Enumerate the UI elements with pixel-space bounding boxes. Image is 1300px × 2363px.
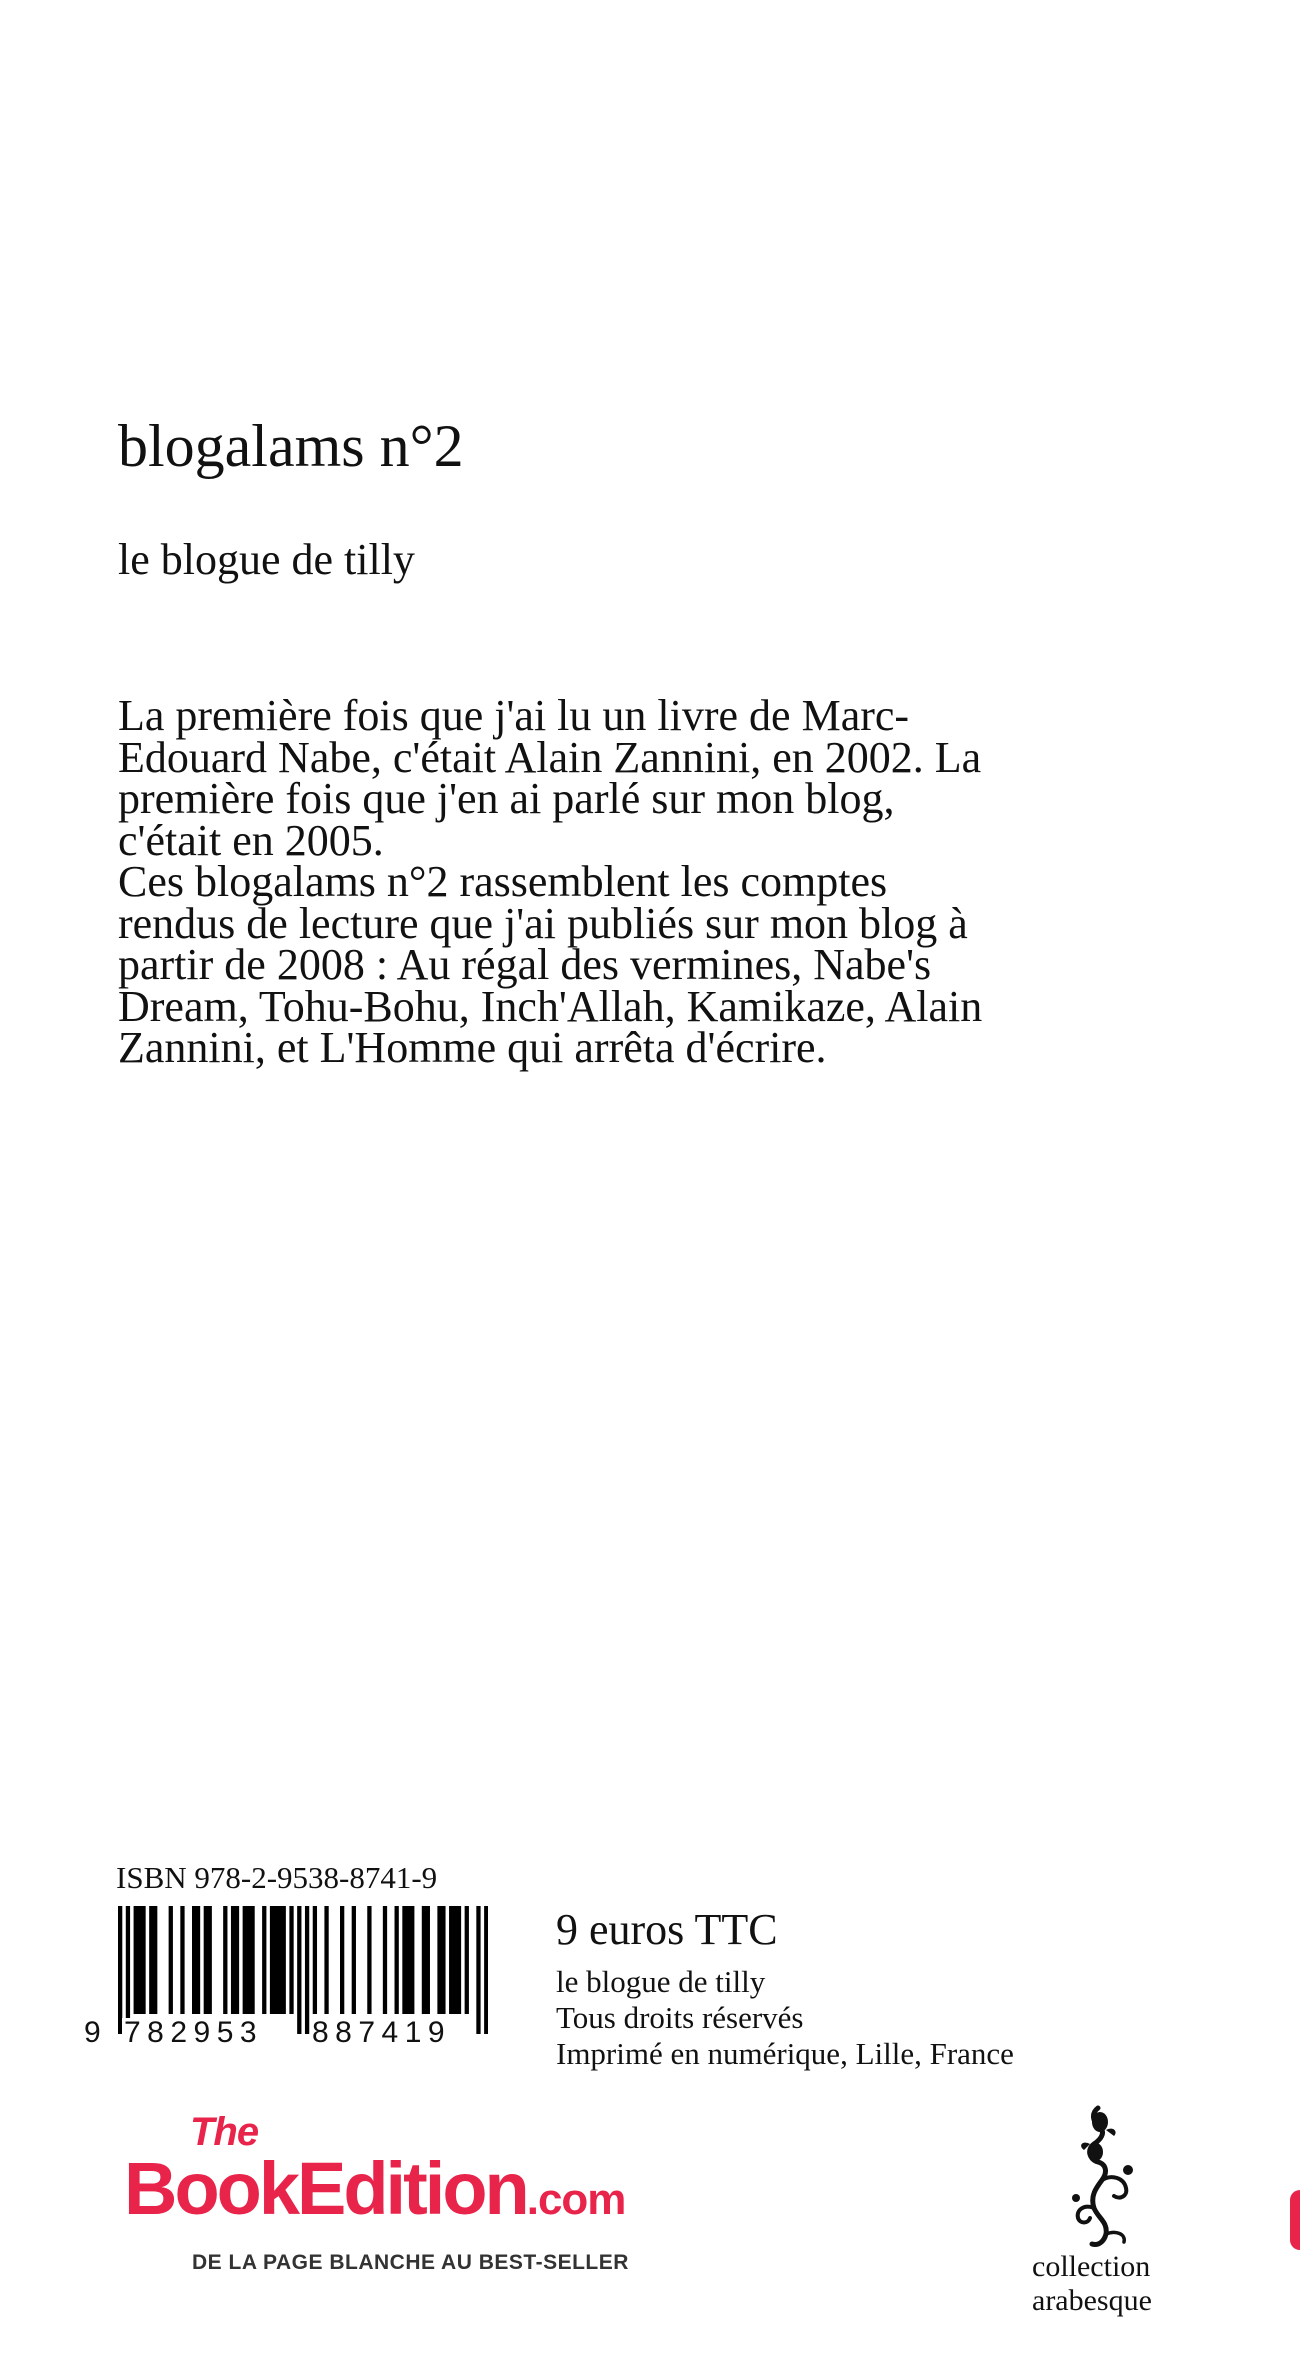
isbn-label: ISBN 978-2-9538-8741-9 [116, 1860, 438, 1895]
barcode-bar [410, 1906, 414, 2014]
barcode-bar [402, 1906, 406, 2014]
barcode-bar [243, 1906, 247, 2014]
barcode-bar [153, 1906, 157, 2014]
barcode-digits-left: 782953 [124, 2016, 264, 2049]
barcode-bar [247, 1906, 251, 2014]
barcode-bar [426, 1906, 430, 2014]
barcode-bar [313, 1906, 317, 2014]
book-title: blogalams n°2 [118, 413, 464, 479]
barcode-bar [196, 1906, 200, 2014]
arabesque-label: arabesque [1032, 2284, 1152, 2317]
barcode-bar [137, 1906, 141, 2014]
barcode-bar [169, 1906, 173, 2014]
imprint-block [556, 1905, 1014, 2072]
barcode-bar [453, 1906, 457, 2014]
barcode-bar [278, 1906, 282, 2014]
blurb-paragraph-1: La première fois que j'ai lu un livre de Marc-Edouard Nabe, c'était Alain Zannini, en 2002. La première fois que j'en ai parlé sur mon blog, c'était en 2005. [118, 691, 982, 865]
barcode-bar [383, 1906, 387, 2014]
price: 9 euros TTC [556, 1905, 778, 1954]
bookedition-tagline: DE LA PAGE BLANCHE AU BEST-SELLER [192, 2251, 629, 2274]
edge-mark [1290, 2190, 1300, 2250]
barcode-bar [208, 1906, 212, 2014]
bookedition-logo-the: The [190, 2110, 259, 2154]
barcode-bar [192, 1906, 196, 2014]
bookedition-logo [120, 2112, 720, 2292]
barcode-bar [141, 1906, 145, 2014]
barcode-bar [262, 1906, 266, 2014]
barcode-bar [352, 1906, 356, 2014]
bookedition-logo-name: BookEdition [124, 2147, 527, 2230]
barcode-bar [437, 1906, 441, 2014]
printed-line: Imprimé en numérique, Lille, France [556, 2036, 1014, 2071]
barcode-bar [465, 1906, 469, 2014]
barcode-bar [340, 1906, 344, 2014]
barcode-bar [149, 1906, 153, 2014]
collection-label: collection [1032, 2250, 1151, 2283]
collection-arabesque-logo [1020, 2100, 1200, 2335]
bookedition-logo-wordmark [124, 2147, 626, 2230]
barcode-bar [457, 1906, 461, 2014]
barcode-bar [204, 1906, 208, 2014]
barcode-bar [324, 1906, 328, 2014]
barcode-bar [282, 1906, 286, 2014]
barcode-bar [422, 1906, 426, 2014]
barcode-bar [441, 1906, 445, 2014]
barcode-bar [250, 1906, 254, 2014]
barcode-digits-right: 887419 [312, 2016, 452, 2049]
book-subtitle: le blogue de tilly [118, 535, 415, 584]
barcode-digits [82, 2014, 492, 2054]
isbn-barcode [82, 1906, 492, 2056]
publisher-line: le blogue de tilly [556, 1964, 766, 1999]
barcode-digit-first: 9 [84, 2016, 108, 2049]
barcode-bar [274, 1906, 278, 2014]
barcode-bar [406, 1906, 410, 2014]
barcode-bar [270, 1906, 274, 2014]
barcode-bar [289, 1906, 293, 2014]
barcode-bar [449, 1906, 453, 2014]
barcode-bar [180, 1906, 184, 2014]
bookedition-logo-tld: .com [526, 2175, 626, 2224]
barcode-bar [231, 1906, 235, 2014]
barcode-bar [367, 1906, 371, 2014]
rights-line: Tous droits réservés [556, 2000, 804, 2035]
barcode-bar [223, 1906, 227, 2014]
barcode-bar [235, 1906, 239, 2014]
barcode-bar [134, 1906, 138, 2014]
blurb-paragraph-2: Ces blogalams n°2 rassemblent les comptes rendus de lecture que j'ai publiés sur mon blog à partir de 2008 : Au régal des vermines, Nabe's Dream, Tohu-Bohu, Inch'Allah, Kamikaze, Alain Zannini, et L'Homme qui arrêta d'écrire. [118, 857, 983, 1072]
barcode-bar [395, 1906, 399, 2014]
back-cover-blurb [118, 691, 998, 1072]
arabesque-vine-icon [1046, 2100, 1156, 2250]
